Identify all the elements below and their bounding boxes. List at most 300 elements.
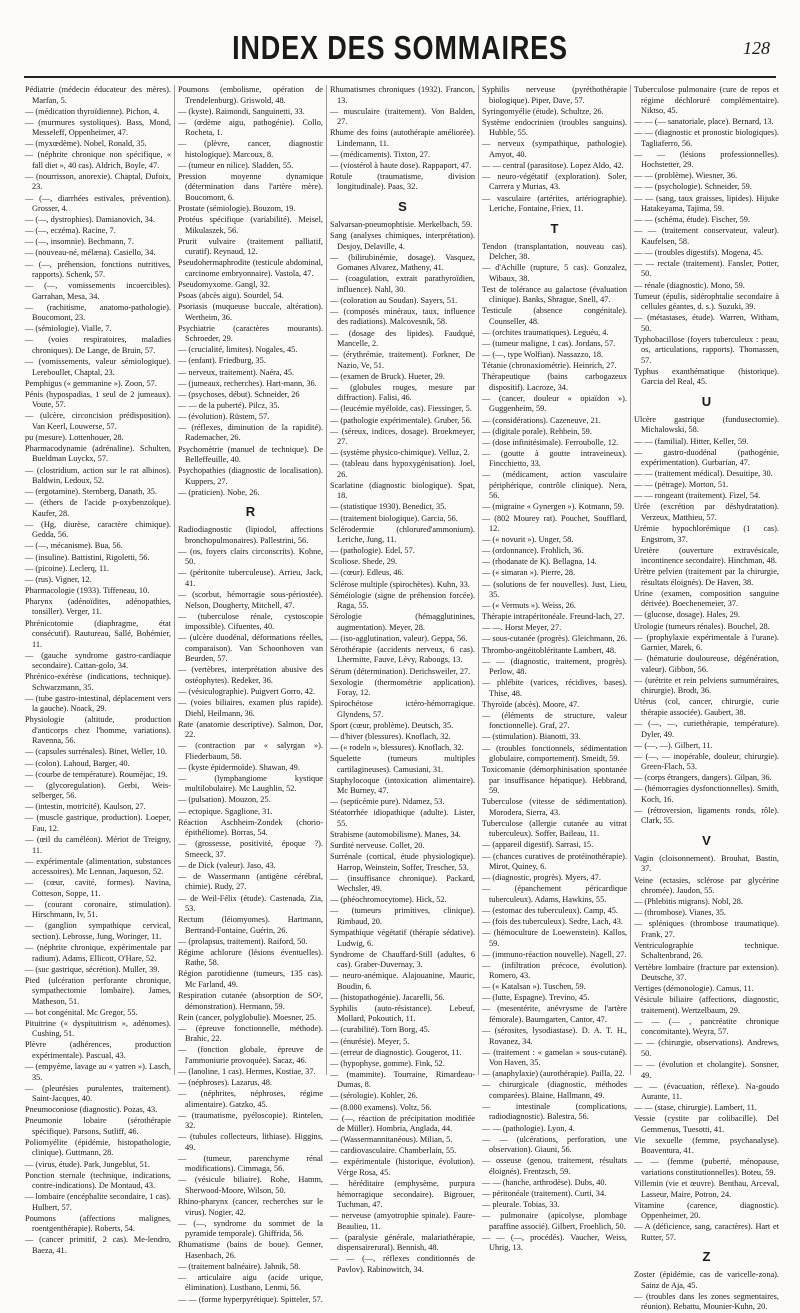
index-entry: — (« Katalsan »). Tuschen, 59. xyxy=(482,982,586,992)
index-entry: Sérothérapie (accidents nerveux, 6 cas). Lhermitte, Fauve, Lévy, Rabougs, 13. xyxy=(330,644,475,665)
index-entry: — de Wassermann (antigène cérébral, chimie). Rudy, 27. xyxy=(178,871,323,892)
index-entry: — — (lésions professionnelles). Hochstetter, 29. xyxy=(634,149,779,170)
index-entry: Syphilis (auto-résistance). Lebeuf, Mollard, Pokoutich, 11. xyxy=(330,1003,475,1024)
index-entry: — expérimentale (historique, évolution). Vérge Rosa, 45. xyxy=(330,1157,475,1177)
index-entry: Pneumonie lobaire (sérothérapie spécifique). Parsons, Sutliff, 46. xyxy=(25,1116,171,1136)
index-entry: — (tumeur en nilice). Sladden, 55. xyxy=(178,160,294,170)
index-entry: — (système physico-chimique). Velluz, 2. xyxy=(330,448,470,458)
index-entry: — pleurale. Tobias, 33. xyxy=(482,1200,560,1209)
index-entry: Psoas (abcès aigu). Sourdel, 54. xyxy=(178,291,284,301)
index-entry: — (—, diarrhées estivales, prévention). Grosser, 4. xyxy=(25,193,171,214)
index-entry: — (chances curatives de protéinothérapie). Mirot, Quiney, 6. xyxy=(482,851,627,872)
index-entry: — (pathologie expérimentale). Gruber, 56. xyxy=(330,415,472,425)
index-entry: — (prolapsus, traitement). Raiford, 50. xyxy=(178,936,308,946)
index-entry: Toxicomanie (démorphinisation spontanée par insuffisance hépatique). Hebbrand, 59. xyxy=(482,765,627,796)
index-entry: — (néphrites, néphroses, régime alimentaire). Gatzko, 45. xyxy=(178,1089,323,1109)
index-entry: — — (hanche, arthrodèse). Dubs, 40. xyxy=(482,1177,607,1187)
index-entry: — (paralysie générale, malariathérapie, dispensairerural). Bennish, 48. xyxy=(330,1232,475,1253)
index-entry: Physiologie (altitude, production d'anticorps chez l'homme, variations). Ravenna, 56. xyxy=(25,715,171,746)
index-entry: — expérimentale (alimentation, substances accessoires). Mc Lennan, Jaqueson, 52. xyxy=(25,856,171,877)
index-entry: Pseudomyxome. Gangl, 32. xyxy=(178,279,270,289)
index-entry: — (tumeur, parenchyme rénal modifications). Cimmaga, 56. xyxy=(178,1153,323,1174)
index-entry: — (péritonite tuberculeuse). Arrieu, Jack, 41. xyxy=(178,568,323,588)
index-entry: — — (—, réflexes conditionnés de Pavlov). Rabinowitch, 34. xyxy=(330,1254,475,1274)
index-entry: — (statistique 1930). Benedict, 35. xyxy=(330,502,447,512)
index-entry: Surdité nerveuse. Collet, 20. xyxy=(330,841,425,851)
index-entry: — (néphroses). Lazarus, 48. xyxy=(178,1077,273,1087)
index-entry: Rein (cancer, polyglobulie). Moesner, 25. xyxy=(178,1012,317,1022)
index-entry: — (histopathogénie). Jacarelli, 56. xyxy=(330,992,445,1002)
index-entry: — (—, syndrome du sommet de la pyramide temporale). Ghiffrida, 56. xyxy=(178,1218,323,1239)
index-entry: Réaction Aschheim-Zondek (chorio-épithéliome). Borras, 54. xyxy=(178,817,323,838)
index-entry: Poumons (embolisme, opération de Trendelenburg). Griswold, 48. xyxy=(178,85,323,105)
index-entry: Vertèbre lombaire (fracture par extension). Deutsche, 37. xyxy=(634,962,779,983)
index-entry: — neuro-anémique. Alajouanine, Mauric, Boudin, 6. xyxy=(330,971,475,991)
index-entry: — (crucialité, limites). Nogales, 45. xyxy=(178,345,298,355)
index-entry: — (sérosites, lysodiastase). D. A. T. H., Rovanez, 34. xyxy=(482,1026,627,1046)
index-entry: — osseuse (genou, traitement, résultats éloignés). Frentzsch, 59. xyxy=(482,1156,627,1176)
index-entry: — (fonction globale, épreuve de l'ammoniurie provoquée). Sacaz, 46. xyxy=(178,1045,323,1065)
index-entry: — intestinale (complications, radiodiagnostic). Balestra, 56. xyxy=(482,1101,627,1122)
index-entry: — (insuline). Battistini, Rigoletti, 56. xyxy=(25,552,150,562)
index-entry: Pharynx (adénoïdites, adénopathies, tonsiller). Verger, 11. xyxy=(25,596,171,617)
index-entry: — (—, —). Gilbert, 11. xyxy=(634,740,713,750)
index-entry: — d'hiver (blessures). Knoflach, 32. xyxy=(330,731,451,741)
index-entry: pu (mesure). Lottenhouer, 28. xyxy=(25,432,124,442)
index-entry: — — (évolution et cholangite). Sonsner, 49. xyxy=(634,1060,779,1080)
index-entry: Vitamine (carence, diagnostic). Oppenheimer, 20. xyxy=(634,1200,779,1221)
index-entry: — (—, insomnie). Bechmann, 7. xyxy=(25,237,134,247)
index-entry: — (scorbut, hémorragie sous-périostée). Nelson, Dougherty, Mitchell, 47. xyxy=(178,590,323,610)
index-entry: — (appareil digestif). Sarrasi, 15. xyxy=(482,840,594,850)
index-entry: Respiration cutanée (absorption de SO², démonstration). Hermann, 59. xyxy=(178,991,323,1011)
index-entry: — — (familial). Hitter, Keller, 59. xyxy=(634,436,749,446)
index-entry: — (rétroversion, ligaments ronds, rôle). Clark, 55. xyxy=(634,805,779,826)
index-column-3 xyxy=(326,85,478,1274)
index-entry: Rotule (traumatisme, division longitudinale). Paas, 32. xyxy=(330,171,475,192)
index-entry: Ponction sternale (technique, indications, contre-indications). De Montaud, 43. xyxy=(25,1170,171,1191)
index-entry: Psychométrie (manuel de technique). De Belleffeuille, 40. xyxy=(178,444,323,465)
index-entry: — (œil du caméléon). Mériot de Treigny, 11. xyxy=(25,835,171,855)
index-entry: — (ganglion sympathique cervical, section). Lebrosse, Jung, Woringer, 11. xyxy=(25,921,171,941)
index-entry: Urètre pelvien (traitement par la chirurgie, résultats éloignés). De Haven, 38. xyxy=(634,567,779,587)
index-entry: — (viostérol à haute dose). Rappaport, 47. xyxy=(330,160,472,170)
index-entry: Tétanie (chronaxiométrie). Heinrich, 27. xyxy=(482,361,617,371)
index-entry: — — (—, procédés). Vaucher, Weiss, Uhrig, 13. xyxy=(482,1232,627,1253)
index-entry: Sérum (détermination). Derichsweiler, 27. xyxy=(330,666,471,676)
index-entry: — (pathologie). Edel, 57. xyxy=(330,546,415,556)
index-entry: — (—, dystrophies). Damianovich, 34. xyxy=(25,215,155,225)
index-entry: — (fois des tuberculeux). Sedre, Lach, 43. xyxy=(482,916,624,926)
index-entry: Tuberculose (vitesse de sédimentation). Morodera, Sierra, 43. xyxy=(482,797,627,817)
index-entry: — (digitale porale). Rehbein, 59. xyxy=(482,426,592,436)
index-entry: Tumeur (épulis, sidérophtalie secondaire à cellules géantes, d. s.). Suzuki, 39. xyxy=(634,291,779,312)
index-entry: — — (chirurgie, observations). Andrews, 50. xyxy=(634,1038,779,1058)
index-entry: — (—, type Wolfian). Nassazzo, 18. xyxy=(482,350,604,360)
index-entry: — (septicémie pure). Ndamez, 53. xyxy=(330,797,445,807)
index-entry: — (prophylaxie expérimentale à l'urane). Garnier, Marek, 6. xyxy=(634,632,779,653)
index-entry: — (picoine). Leclerq, 11. xyxy=(25,563,110,573)
index-entry: Rhume des foins (autothérapie améliorée). Lindemann, 11. xyxy=(330,128,475,148)
index-entry: — — (femme (puberté, ménopause, variations constitutionnelles). Boteu, 59. xyxy=(634,1157,779,1177)
index-entry: — (composés minéraux, taux, influence des radiations). Malcovesnik, 58. xyxy=(330,306,475,327)
section-letter: S xyxy=(398,198,407,214)
index-entry: Poumons (affections malignes, roentgenthérapie). Roberts, 54. xyxy=(25,1213,171,1234)
index-entry: — — (schéma, étude). Fischer, 59. xyxy=(634,215,751,225)
index-entry: — (tumeurs primitives, clinique). Rimbaud, 20. xyxy=(330,906,475,926)
index-entry: — (traitement balnéaire). Jahnik, 58. xyxy=(178,1261,301,1271)
index-entry: — (traitement : « gamelan » sous-cutané). Von Haven, 35. xyxy=(482,1047,627,1068)
index-entry: — (—, —, curiethérapie, température). Dyler, 49. xyxy=(634,719,779,739)
index-entry: — (—, réaction de précipitation modifiée de Müller). Hombria, Anglada, 44. xyxy=(330,1113,475,1134)
index-entry: Prostate (sémiologie). Bouzom, 19. xyxy=(178,204,296,214)
index-entry: Thérapeutique (bains carbogazeux dispositif). Lacroze, 34. xyxy=(482,372,627,392)
index-entry: — (« simaran »). Pierre, 28. xyxy=(482,568,576,578)
index-entry: Pédiatrie (médecin éducateur des mères). Marfan, 5. xyxy=(25,85,171,105)
index-entry: — (vomissements, valeur sémiologique). Lereboullet, Chaptal, 23. xyxy=(25,357,171,377)
index-entry: — (traitement biologique). Garcia, 56. xyxy=(330,513,458,523)
index-entry: — (rhodanate de K). Bellagna, 14. xyxy=(482,557,597,567)
index-entry: — (dose infinitésimale). Ferroubolle, 12. xyxy=(482,437,619,447)
index-entry: — (nouveau-né, mélæna). Casiello, 34. xyxy=(25,248,156,258)
index-entry: — (« Vermuts »). Weiss, 26. xyxy=(482,601,576,611)
index-entry: — (psychoses, début). Schneider, 26 xyxy=(178,389,300,399)
index-entry: — — central (parasitose). Lopez Aldo, 42. xyxy=(482,160,624,170)
index-entry: Régime achlorure (lésions éventuelles). Rathe, 58. xyxy=(178,947,323,968)
index-entry: Plèvre (adhérences, production expérimentale). Pascual, 43. xyxy=(25,1040,171,1060)
index-entry: — — (stase, chirurgie). Lambert, 11. xyxy=(634,1103,757,1113)
index-entry: — (néphrite chronique, expérimentale par radium). Adams, Ellicott, O'Hare, 52. xyxy=(25,943,171,963)
index-entry: — (cancer, douleur « opiaïdon »). Guggenheim, 59. xyxy=(482,393,627,414)
index-entry: Urine (examen, composition sanguine dérivée). Boechenemeier, 37. xyxy=(634,588,779,609)
index-entry: — — de la puberté). Pilcz, 35. xyxy=(178,400,280,410)
index-entry: — (courant coronaire, stimulation). Hirschmann, Iv, 51. xyxy=(25,899,171,920)
index-entry: — (médication thyroïdienne). Pichon, 4. xyxy=(25,106,160,116)
index-entry: — (éléments de structure, valeur fonctionnelle). Graf, 27. xyxy=(482,710,627,731)
index-entry: — (énurésie). Meyer, 5. xyxy=(330,1036,410,1046)
index-entry: — — (— , pancréatite chronique concomitante). Weyra, 57. xyxy=(634,1016,779,1037)
index-entry: Rhumatisme (bains de boue). Genner, Hasenbach, 26. xyxy=(178,1240,323,1260)
index-entry: — de Dick (valeur). Jaso, 43. xyxy=(178,860,276,870)
index-entry: — (voies biliaires, examen plus rapide). Diehl, Heilmann, 36. xyxy=(178,698,323,718)
index-entry: — (examen de Bruck). Hueter, 29. xyxy=(330,371,445,381)
index-entry: — (muscle gastrique, production). Loeper, Fau, 12. xyxy=(25,813,171,833)
index-entry: — de Weil-Félix (étude). Castenada, Zia, 53. xyxy=(178,893,323,914)
section-letter: U xyxy=(701,393,712,409)
index-entry: Staphylocoque (intoxication alimentaire). Mc Burney, 47. xyxy=(330,775,475,796)
index-entry: — pulmonaire (apicolyse, plombage paraffine associé). Gilbert, Froehlich, 50. xyxy=(482,1211,627,1231)
index-entry: — nerveux, traitement). Naéra, 45. xyxy=(178,367,295,377)
index-entry: — (coloration au Soudan). Sayers, 51. xyxy=(330,295,458,305)
index-entry: — (thrombose). Vianes, 35. xyxy=(634,908,726,918)
index-entry: — (Hg, diurèse, caractère chimique). Gedda, 56. xyxy=(25,519,171,540)
index-entry: — (grossesse, positivité, époque ?). Smeeck, 37. xyxy=(178,839,323,859)
index-entry: — d'Achille (rupture, 5 cas). Gonzalez, Wibaux, 38. xyxy=(482,263,627,283)
index-entry: — (hématurie douloureuse, dégénération, valeur). Gibbon, 56. xyxy=(634,654,779,674)
index-entry: Tuberculose (allergie cutanée au vitrat tuberculeux). Soffer, Baileau, 11. xyxy=(482,818,627,839)
index-entry: — (lutte, Espagne). Trevino, 45. xyxy=(482,993,590,1003)
index-entry: — (plèvre, cancer, diagnostic histologique). Marcoux, 8. xyxy=(178,139,323,159)
index-entry: — (jumeaux, recherches). Hart-mann, 36. xyxy=(178,378,317,388)
index-entry: — (épanchement péricardique tuberculeux). Adams, Hawkins, 55. xyxy=(482,884,627,904)
index-entry: — héréditaire (emphysème, purpura hémorragique secondaire). Bigrouer, Tuchman, 47. xyxy=(330,1179,475,1209)
index-entry: — (courbe de température). Rouméjac, 19. xyxy=(25,769,168,779)
index-entry: Vessie (cystite par colibacille). Del Gemmenus, Tuesotti, 41. xyxy=(634,1114,779,1134)
index-entry: Utérus (col, cancer, chirurgie, curie thérapie associée). Gaubert, 38. xyxy=(634,697,779,717)
index-entry: — (leucémie myéloïde, cas). Fiessinger, 5. xyxy=(330,404,472,414)
index-entry: — (stimulation). Bianotti, 33. xyxy=(482,732,581,742)
index-entry: Urologie (tumeurs rénales). Bouchel, 28. xyxy=(634,621,770,631)
index-entry: — (bilirubinémie, dosage). Vasquez, Gomanes Alvarez, Matheny, 41. xyxy=(330,252,475,273)
index-entry: — (hémorragies dysfonctionnelles). Smith, Koch, 16. xyxy=(634,784,779,804)
index-entry: — (considérations). Cazeneuve, 21. xyxy=(482,415,601,425)
index-column-1 xyxy=(22,85,174,1255)
index-entry: — (802 Mourey rat). Pouchet, Soufflard, 12. xyxy=(482,513,627,534)
index-entry: — nerveux (sympathique, pathologie). Amyot, 40. xyxy=(482,139,627,159)
index-entry: — (« novurit »). Unger, 58. xyxy=(482,535,574,545)
index-entry: — — rongeant (traitement). Fizel, 54. xyxy=(634,491,761,501)
index-entry: Ventriculographie technique. Schaltenbrand, 26. xyxy=(634,940,779,961)
index-entry: Psychiatrie (caractères mourants). Schroeder, 29. xyxy=(178,323,323,344)
index-entry: — phlébite (varices, récidives, bases). Thise, 48. xyxy=(482,678,627,698)
index-entry: — (intestin, motricité). Kaulson, 27. xyxy=(25,802,146,812)
index-entry: — (évolution). Rüstem, 57. xyxy=(178,411,270,421)
index-entry: — (voies respiratoires, maladies chroniques). De Lange, de Bruin, 57. xyxy=(25,335,171,355)
index-entry: Système endocrinien (troubles sanguins). Hubble, 55. xyxy=(482,117,627,138)
index-entry: — (séreux, indices, dosage). Broekmeyer, 27. xyxy=(330,426,475,447)
index-entry: Testicule (absence congénitale). Counseller, 48. xyxy=(482,306,627,326)
index-entry: Vagin (cloisonnement). Brouhat, Bastin, 37. xyxy=(634,853,779,874)
index-entry: — (gauche syndrome gastro-cardiaque secondaire). Cattan-golo, 34. xyxy=(25,650,171,671)
index-entry: — (colon). Lahoud, Barger, 40. xyxy=(25,758,130,768)
index-entry: — (suc gastrique, sécrétion). Muller, 39. xyxy=(25,964,160,974)
index-entry: — — (diagnostic et pronostic biologiques). Tagliaferro, 56. xyxy=(634,128,779,148)
index-entry: Pharmacologie (1933). Tiffeneau, 10. xyxy=(25,585,150,595)
index-entry: — (vésiculographie). Puigvert Gorro, 42. xyxy=(178,686,316,696)
index-entry: — (virus, étude). Park, Jungeblut, 51. xyxy=(25,1159,150,1169)
index-entry: Villemin (vie et œuvre). Benthau, Arceval, Lasseur, Maire, Potron, 24. xyxy=(634,1179,779,1199)
index-entry: Thrombo-angéitobléritante Lambert, 48. xyxy=(482,645,617,655)
index-entry: — (lymphangiome kystique multilobulaire). Mc Laughlin, 52. xyxy=(178,773,323,794)
page-title: INDEX DES SOMMAIRES xyxy=(232,29,568,66)
index-entry: Sport (cœur, problème). Deutsch, 35. xyxy=(330,720,454,730)
index-entry: — (empyème, lavage au « yatren »). Lasch, 35. xyxy=(25,1062,171,1082)
page-number: 128 xyxy=(743,38,770,58)
section-letter: Z xyxy=(702,1249,711,1265)
index-entry: Urée (excrétion par déshydratation). Verzeux, Matthieu, 57. xyxy=(634,502,779,522)
index-entry: — — (psychologie). Schneider, 59. xyxy=(634,182,752,192)
index-entry: — (kyste). Raimondi, Sanguinetti, 33. xyxy=(178,106,305,116)
index-entry: Sérologie (hémagglutinines, augmentation). Meyer, 28. xyxy=(330,612,475,632)
index-entry: Salvarsan-pneumophtisie. Merkelbach, 59. xyxy=(330,219,473,229)
index-entry: Sexologie (thermométrie application). Foray, 12. xyxy=(330,677,475,698)
index-entry: — — (traitement conservateur, valeur). Kaufelsen, 58. xyxy=(634,226,779,246)
index-columns xyxy=(22,85,782,1312)
index-entry: — (lanoline, 1 cas). Hermes, Kostiae, 37. xyxy=(178,1066,316,1076)
index-entry: — — (problème). Wiesner, 36. xyxy=(634,171,738,181)
index-entry: — cardiovasculaire. Chamberlain, 55. xyxy=(330,1146,457,1156)
index-entry: Veine (ectasies, sclérose par glycérine chromée). Jaudon, 55. xyxy=(634,875,779,896)
index-entry: — (insuffisance chronique). Packard, Wechsler, 49. xyxy=(330,873,475,894)
section-letter: T xyxy=(550,220,559,236)
index-entry: — (hémoculture de Loewenstein). Kallos, 59. xyxy=(482,928,627,948)
index-entry: Pneumoconiose (diagnostic). Pozas, 43. xyxy=(25,1105,158,1115)
index-entry: — (globules rouges, mesure par diffraction). Falisi, 46. xyxy=(330,382,475,403)
index-entry: Typhus exanthématique (historique). Garcia del Real, 45. xyxy=(634,366,779,387)
index-entry: — (cœur). Edleus, 46. xyxy=(330,568,404,578)
index-entry: Pression moyenne dynamique (détermination dans l'artère mère). Boucomont, 6. xyxy=(178,171,323,202)
index-entry: — (tubules collecteurs, lithiase). Higgins, 49. xyxy=(178,1132,323,1152)
index-entry: — — (forme hyperpyrétique). Spitteler, 57. xyxy=(178,1294,323,1304)
section-letter: R xyxy=(245,504,256,520)
index-entry: Syndrome de Chauffard-Still (adultes, 6 cas). Graber-Duvernay, 3. xyxy=(330,949,475,970)
index-entry: Prurit vulvaire (traitement palliatif, curatif). Reynaud, 12. xyxy=(178,236,323,257)
index-entry: Pemphigus (« gemmanine »). Zoon, 57. xyxy=(25,378,157,388)
index-entry: — (—, préhension, fonctions nutritives, rapports). Schenk, 57. xyxy=(25,259,171,280)
index-entry: — — (pathologie). Lyon, 4. xyxy=(482,1123,575,1133)
index-entry: — — (traitement médical). Desuitipe, 30. xyxy=(634,469,773,479)
index-entry: — (pulsation). Mouzon, 25. xyxy=(178,795,271,805)
index-column-4 xyxy=(478,85,630,1253)
index-entry: — (—, mécanisme). Bua, 56. xyxy=(25,541,123,551)
index-entry: Région parotidienne (tumeurs, 135 cas). Mc Farland, 49. xyxy=(178,969,323,989)
index-entry: — (tube gastro-intestinal, déplacement vers la gauche). Noack, 29. xyxy=(25,693,171,714)
index-entry: Surrénale (cortical, étude physiologique). Harrop, Weinstein, Soffer, Trescher, 53. xyxy=(330,852,475,872)
index-entry: — — (diagnostic, traitement, progrès). Perlow, 48. xyxy=(482,656,627,677)
index-column-5 xyxy=(630,85,782,1312)
index-entry: — (—, vomissements incoercibles). Garrahan, Mesa, 34. xyxy=(25,281,171,301)
index-entry: — gastro-duodénal (pathogénie, expérimentation). Gurbarian, 47. xyxy=(634,447,779,468)
index-entry: — (ordonnance). Frohlich, 36. xyxy=(482,546,584,556)
index-entry: Ulcère gastrique (fundusectomie). Michalowski, 58. xyxy=(634,414,779,435)
index-entry: Uretère (ouverture extravésicale, incontinence secondaire). Hinchman, 48. xyxy=(634,545,779,566)
index-entry: — (estomac des tuberculeux). Camp, 45. xyxy=(482,905,618,915)
index-entry: Pituitrine (« dyspituitrism », adénomes). Cushing, 51. xyxy=(25,1018,171,1039)
index-entry: — (vertèbres, interprétation abusive des ostéophytes). Redeker, 36. xyxy=(178,665,323,685)
index-entry: — (erreur de diagnostic). Gougerot, 11. xyxy=(330,1047,462,1057)
index-entry: Pénis (hypospadias, 1 seul de 2 jumeaux). Voute, 57. xyxy=(25,389,171,410)
index-entry: Thérapie intrapéritonéale. Freund-lach, 27. xyxy=(482,612,625,622)
index-entry: — (réflexes, diminution de la rapidité). Rademacher, 26. xyxy=(178,422,323,443)
index-entry: — (« rodeln », blessures). Knoflach, 32. xyxy=(330,742,464,752)
index-entry: Phrénicotomie (diaphragme, état consécutif). Rautureau, Sallé, Bohémier, 11. xyxy=(25,618,171,649)
index-entry: Strabisme (automobilisme). Manes, 34. xyxy=(330,829,461,839)
index-entry: Rate (anatomie descriptive). Salmon, Dor, 22. xyxy=(178,719,323,740)
index-entry: — (8.000 examens). Voltz, 56. xyxy=(330,1102,432,1112)
index-entry: — (ulcère duodénal, déformations réelles, comparaison). Van Schoonhoven van Beurden, 57. xyxy=(178,633,323,664)
index-entry: — (sérologie). Kohler, 26. xyxy=(330,1091,418,1101)
index-entry: — (épreuve fonctionnelle, méthode). Brahic, 22. xyxy=(178,1023,323,1044)
index-entry: — (contraction par « salyrgan »). Fliederbaum, 58. xyxy=(178,741,323,761)
index-entry: — — (sang, taux graisses, lipides). Hijuke Hatakeyama, Tajima, 59. xyxy=(634,193,779,214)
index-entry: — (tableau dans hypoxygénisation). Joel, 26. xyxy=(330,459,475,479)
index-entry: — (—, eczéma). Racine, 7. xyxy=(25,226,116,236)
index-entry: — (clostridium, action sur le rat albinos). Baldwin, Ledoux, 52. xyxy=(25,465,171,486)
index-entry: — (ulcère, circoncision prédisposition). Van Keerl, Louwerse, 57. xyxy=(25,411,171,431)
index-entry: — (cancer primitif, 2 cas). Me-lendro, Baeza, 41. xyxy=(25,1235,171,1255)
index-entry: — — (troubles digestifs). Mogena, 45. xyxy=(634,247,764,257)
index-entry: Scoliose. Shede, 29. xyxy=(330,557,398,567)
index-entry: Spirochétose ictéro-hémorragique. Glyndens, 57. xyxy=(330,699,475,719)
index-entry: Sympathique végétatif (thérapie sédative). Ludwig, 6. xyxy=(330,928,475,948)
index-entry: — (hypophyse, gomme). Fink, 52. xyxy=(330,1058,445,1068)
index-entry: Test de tolérance au galactose (évaluation clinique). Banks, Shrague, Snell, 47. xyxy=(482,284,627,305)
index-entry: — (troubles dans les zones segmentaires, réunion). Rebattu, Mounier-Kuhn, 20. xyxy=(634,1291,779,1312)
index-entry: Vie sexuelle (femme, psychanalyse). Boaventura, 41. xyxy=(634,1135,779,1156)
index-entry: — — (— sanatoriale, place). Bernard, 13. xyxy=(634,117,774,127)
index-entry: — (vésicule biliaire). Rohe, Hamm, Sherwood-Moore, Wilson, 50. xyxy=(178,1175,323,1195)
index-entry: Squelette (tumeurs multiples cartilagineuses). Camusiani, 31. xyxy=(330,754,475,774)
index-entry: Poliomyélite (épidémie, histopathologie, clinique). Guttmann, 28. xyxy=(25,1137,171,1158)
index-entry: — (éthers de l'acide p-oxybenzoïque). Kaufer, 28. xyxy=(25,498,171,518)
index-entry: — musculaire (traitement). Von Balden, 27. xyxy=(330,106,475,127)
index-entry: — (solutions de fer nouvelles). Just, Lieu, 35. xyxy=(482,579,627,600)
index-entry: — neuro-végétatif (exploration). Soler, Carrera y Murias, 43. xyxy=(482,171,627,192)
index-entry: — (coagulation, extrait parathyroïdien, influence). Nahl, 30. xyxy=(330,274,475,294)
index-entry: — bot congénital. Mc Gregor, 55. xyxy=(25,1007,138,1017)
index-entry: Sang (analyses chimiques, interprétation). Desjoy, Delaville, 4. xyxy=(330,231,475,251)
index-entry: Pied (ulcération perforante chronique, sympathectomie lombaire). James, Matheson, 51. xyxy=(25,975,171,1006)
index-entry: — (pleurésies purulentes, traitement). Saint-Jacques, 40. xyxy=(25,1083,171,1104)
index-entry: — (érythrémie, traitement). Forkner, De Nazio, Ve, 51. xyxy=(330,350,475,370)
index-entry: — (praticien). Nobe, 26. xyxy=(178,487,260,497)
index-entry: — (glycoregulation). Gerbi, Weis-selberger, 56. xyxy=(25,780,171,801)
index-entry: Séméiologie (signe de préhension forcée). Raga, 55. xyxy=(330,590,475,611)
index-entry: Syphilis nerveuse (pyréthothérapie biologique). Piper, Dave, 57. xyxy=(482,85,627,105)
index-entry: — (Phlebitis migrans). Nobl, 28. xyxy=(634,897,744,907)
index-entry: — nerveuse (amyotrophie spinale). Faure-Beaulieu, 11. xyxy=(330,1211,475,1231)
index-entry: Psoriasis (muqueuse buccale, altération). Wertheim, 36. xyxy=(178,302,323,322)
index-entry: — (tuberculose rénale, cystoscopie impossible). Cifuentes, 40. xyxy=(178,611,323,632)
index-entry: — —. Horst Meyer, 27. xyxy=(482,623,562,633)
index-entry: — sous-cutanée (progrès). Gleichmann, 26. xyxy=(482,634,627,644)
index-entry: — chirurgicale (diagnostic, méthodes comparées). Blaine, Hallmann, 49. xyxy=(482,1080,627,1100)
index-entry: Psychopathies (diagnostic de localisation). Kuppers, 27. xyxy=(178,466,323,486)
index-entry: Vésicule biliaire (affections, diagnostic, traitement). Wertzelbaum, 29. xyxy=(634,995,779,1015)
index-entry: — (goutte à goutte intraveineux). Fincchietto, 33. xyxy=(482,448,627,469)
index-entry: — (capsules surrénales). Binet, Weller, 10. xyxy=(25,747,167,757)
index-entry: Phrénico-exérèse (indications, technique). Schwarzmann, 35. xyxy=(25,672,171,692)
index-entry: — (nourrisson, anorexie). Chaptal, Dufoix, 23. xyxy=(25,171,171,192)
index-entry: — (sémiologie). Vialle, 7. xyxy=(25,324,112,334)
index-entry: — (urétrite et rein pelviens surnuméraires, chirurgie). Brodt, 36. xyxy=(634,675,779,696)
index-entry: Thyroïde (abcès). Moore, 47. xyxy=(482,699,580,709)
index-column-2 xyxy=(174,85,326,1304)
index-entry: — (orchites traumatiques). Leguéu, 4. xyxy=(482,327,609,337)
index-entry: Syringomyélie (étude). Schultze, 26. xyxy=(482,106,604,116)
index-entry: Rhumatismes chroniques (1932). Francon, 13. xyxy=(330,85,475,105)
index-entry: Pseudohermaphrodite (testicule abdominal, carcinome embryonnaire). Vastola, 47. xyxy=(178,258,323,278)
index-entry: — (ergotamine). Sternberg, Danath, 35. xyxy=(25,487,157,497)
index-entry: — — (pétrage). Morton, 51. xyxy=(634,480,729,490)
index-entry: — (médicament, action vasculaire périphérique, contrôle clinique). Nera, 56. xyxy=(482,470,627,501)
index-entry: — (cœur, cavité, formes). Navina, Cotteson, Soppe, 11. xyxy=(25,878,171,898)
index-entry: — (Wassermannitanéous). Milian, 5. xyxy=(330,1135,453,1145)
index-entry: — (rus). Vigner, 12. xyxy=(25,574,92,584)
index-entry: Pharmacodynamie (adrénaline). Schulten, Bueldman Luyckx, 57. xyxy=(25,443,171,464)
index-entry: Radiodiagnostic (lipiodol, affections bronchopulmonaires). Pallestrini, 56. xyxy=(178,525,323,545)
index-entry: Sclérose multiple (spirochètes). Kuhn, 33. xyxy=(330,579,470,589)
section-letter: V xyxy=(702,832,711,848)
index-entry: — rénale (diagnostic). Mono, 59. xyxy=(634,280,745,290)
index-entry: — (iso-agglutination, valeur). Geppa, 56. xyxy=(330,633,468,643)
index-entry: — (tumeur maligne, 1 cas). Jordans, 57. xyxy=(482,339,616,349)
index-entry: — — (ulcérations, perforation, une observation). Giauni, 56. xyxy=(482,1134,627,1155)
index-entry: Stéatorrhée idiopathique (adulte). Lister, 55. xyxy=(330,808,475,828)
index-entry: Scarlatine (diagnostic biologique). Spat, 18. xyxy=(330,480,475,501)
index-entry: — (rachitisme, anatomo-pathologie). Boucomont, 23. xyxy=(25,302,171,323)
index-entry: — (kyste épidermoïde). Shawan, 49. xyxy=(178,762,300,772)
